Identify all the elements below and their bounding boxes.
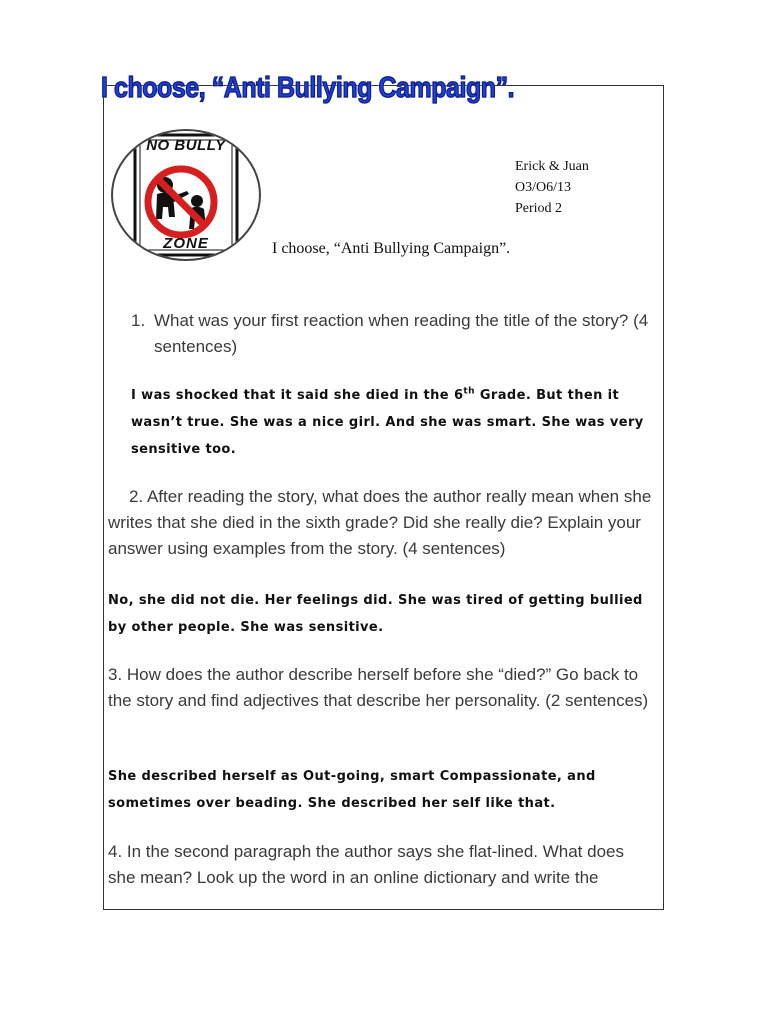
question-1-text: What was your first reaction when reading the title of the story? (4 sentences) <box>154 311 649 356</box>
author-names: Erick & Juan <box>515 159 589 174</box>
question-3-text: 3. How does the author describe herself before she “died?” Go back to the story and find adjectives that describe her personality. (2 sentences) <box>108 665 649 710</box>
sign-top-text: NO BULLY <box>146 137 226 154</box>
sign-bottom-text: ZONE <box>163 235 209 252</box>
answer-1-part1: I was shocked that it said she died in the 6 <box>131 388 464 403</box>
answer-2: No, she did not die. Her feelings did. She was tired of getting bullied by other people. She was sensitive. <box>108 593 643 635</box>
choice-line: I choose, “Anti Bullying Campaign”. <box>272 240 511 257</box>
answer-1-superscript: th <box>463 386 475 397</box>
no-bully-zone-sign-icon <box>111 129 261 261</box>
question-2-text: 2. After reading the story, what does the author really mean when she writes that she died in the sixth grade? Did she really die? Explain your answer using examples from the story. (4 sentences) <box>108 487 652 558</box>
answer-1 <box>131 382 646 463</box>
question-4-text: 4. In the second paragraph the author says she flat-lined. What does she mean? Look up the word in an online dictionary and write the <box>108 842 624 887</box>
date-text: O3/O6/13 <box>515 180 571 195</box>
page-banner-title: I choose, “Anti Bullying Campaign”. <box>101 72 515 104</box>
header-block <box>515 156 589 219</box>
answer-1-part2: Grade. But then it wasn’t true. She was a nice girl. And she was smart. She was very sensitive too. <box>131 388 644 457</box>
period-text: Period 2 <box>515 201 563 216</box>
answer-3: She described herself as Out-going, smart Compassionate, and sometimes over beading. She described her self like that. <box>108 769 596 811</box>
question-1-number: 1. <box>131 311 146 330</box>
